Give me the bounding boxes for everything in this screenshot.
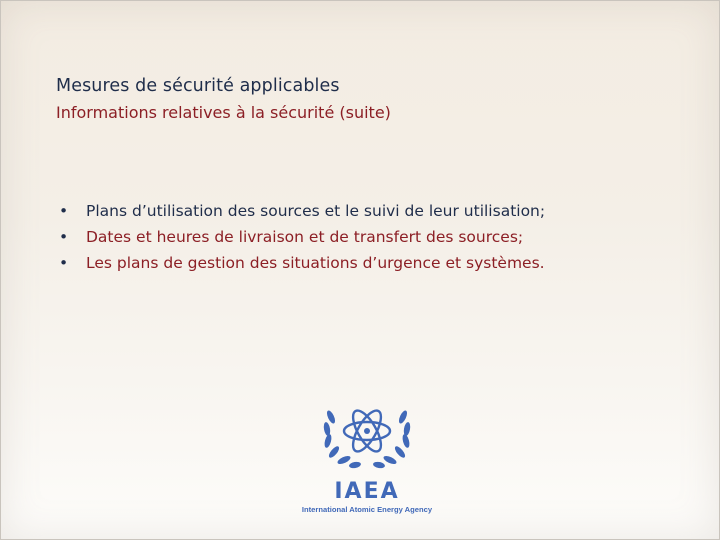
slide-title: Mesures de sécurité applicables (56, 76, 340, 96)
bullet-item (56, 250, 545, 276)
atom-laurel-icon (317, 399, 417, 477)
bullet-item (56, 198, 545, 224)
bullet-marker: • (59, 202, 69, 220)
bullet-item (56, 224, 545, 250)
iaea-logo (289, 399, 445, 521)
bullet-text: Plans d’utilisation des sources et le suivi de leur utilisation; (86, 202, 546, 220)
bullet-text: Dates et heures de livraison et de transfert des sources; (86, 228, 524, 246)
logo-acronym: IAEA (334, 479, 400, 504)
bullet-text: Les plans de gestion des situations d’urgence et systèmes. (86, 254, 545, 272)
bullet-marker: • (59, 228, 69, 246)
bullet-marker: • (59, 254, 69, 272)
logo-full-name: International Atomic Energy Agency (301, 505, 433, 514)
bullet-list (56, 198, 545, 276)
slide-subtitle: Informations relatives à la sécurité (suite) (56, 103, 391, 122)
